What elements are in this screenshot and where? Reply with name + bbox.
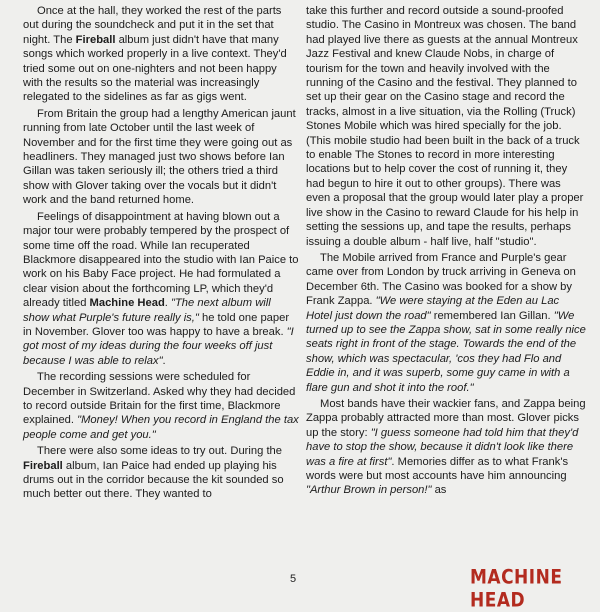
text-run: take this further and record outside a sound-proofed studio. The Casino in Montreux was chosen. The band had played live there as guests at the annual Montreux Jazz Festival and knew Claude Nobs, in charge of tourism for the town and heavily involved with the running of the Casino and the festival. They planned to set up their gear on the Casino stage and record the tracks, almost in a live situation, via the Rolling (Truck) Stones Mobile which was hired specially for the job. (This mobile studio had been built in the back of a truck to enable The Stones to record in more interesting locations but to help cover the cost of running it, they had begun to hire it out to other groups). There was even a proposal that the group would later play a proper live show in the Casino to reward Claude for his help in setting the sessions up, and tape the results, perhaps issuing a double album - half live, half "studio". xyxy=(306,5,584,248)
text-run: Most bands have their wackier fans, and Zappa being Zappa probably attracted more than most. Glover picks up the story: xyxy=(306,397,586,439)
paragraph xyxy=(23,4,299,105)
quote: "We turned up to see the Zappa show, sat in some really nice seats right in front of the stage. Towards the end of the show, which was spectacular, 'cos they had Flo and Eddie in, and it was superb, some guy came in with a flare gun and shot it into the roof." xyxy=(306,309,586,394)
quote: "I got most of my ideas during the four weeks off just because I was able to relax" xyxy=(23,325,294,367)
text-run: The recording sessions were scheduled for December in Switzerland. Asked why they had decided to record outside Britain for the first time, Blackmore explained. xyxy=(23,371,296,427)
quote: "We were staying at the Eden au Lac Hotel just down the road" xyxy=(306,295,560,322)
paragraph xyxy=(23,444,299,502)
paragraph xyxy=(306,4,586,249)
text-run: From Britain the group had a lengthy American jaunt running from late October until the last week of November and for the first time they were going out as headliners. They managed just two shows before Ian Gillan was taken seriously ill; the others tried a third show with Glover taking over the vocals but it didn't work and the band returned home. xyxy=(23,107,296,207)
text-run: as xyxy=(431,484,447,497)
text-run: he told one paper in November. Glover too was happy to have a break. xyxy=(23,311,290,338)
left-text-column xyxy=(23,4,299,504)
text-run: . xyxy=(162,354,166,367)
page-number: 5 xyxy=(290,573,297,585)
text-run: Once at the hall, they worked the rest of the parts out during the soundcheck and put it in the set that night. The xyxy=(23,5,282,46)
text-run: album just didn't have that many songs which worked properly in a live context. They'd tried some out on one-nighters and not been happy with the results so the material was increasingly relegated to the sidelines as far as gigs went. xyxy=(23,33,287,104)
paragraph xyxy=(23,210,299,368)
text-run: album, Ian Paice had ended up playing his drums out in the corridor because the kit sounded so much better out there. They wanted to xyxy=(23,459,284,501)
paragraph xyxy=(306,251,586,395)
right-text-column xyxy=(306,4,586,500)
text-run: . xyxy=(164,297,171,310)
paragraph xyxy=(306,397,586,498)
text-run: remembered Ian Gillan. xyxy=(430,309,554,322)
bold-title: Fireball xyxy=(23,459,63,472)
text-run: . Memories differ as to what Frank's words were but most accounts have him announcing xyxy=(306,455,569,482)
quote: "Arthur Brown in person!" xyxy=(306,484,432,497)
text-run: Feelings of disappointment at having blown out a major tour were probably tempered by the prospect of some time off the road. While Ian recuperated Blackmore disappeared into the studio with Ian Paice to work on his Baby Face project. He had formulated a clear vision about the forthcoming LP, which they'd already titled xyxy=(23,210,299,310)
quote: "The next album will show what Purple's future really is," xyxy=(23,297,271,324)
text-run: There were also some ideas to try out. During the xyxy=(37,445,282,458)
machine-head-logo: MACHINE HEAD xyxy=(470,566,563,612)
paragraph xyxy=(23,107,299,208)
quote: "Money! When you record in England the tax people come and get you." xyxy=(23,414,299,441)
paragraph xyxy=(23,370,299,442)
bold-title: Fireball xyxy=(75,33,116,46)
quote: "I guess someone had told him that they'd have to stop the show, because it didn't look like there was a fire at first" xyxy=(306,426,579,468)
text-run: The Mobile arrived from France and Purple's gear came over from London by truck arriving in Geneva on December 6th. The Casino was booked for a show by Frank Zappa. xyxy=(306,251,576,308)
bold-title: Machine Head xyxy=(89,297,165,310)
